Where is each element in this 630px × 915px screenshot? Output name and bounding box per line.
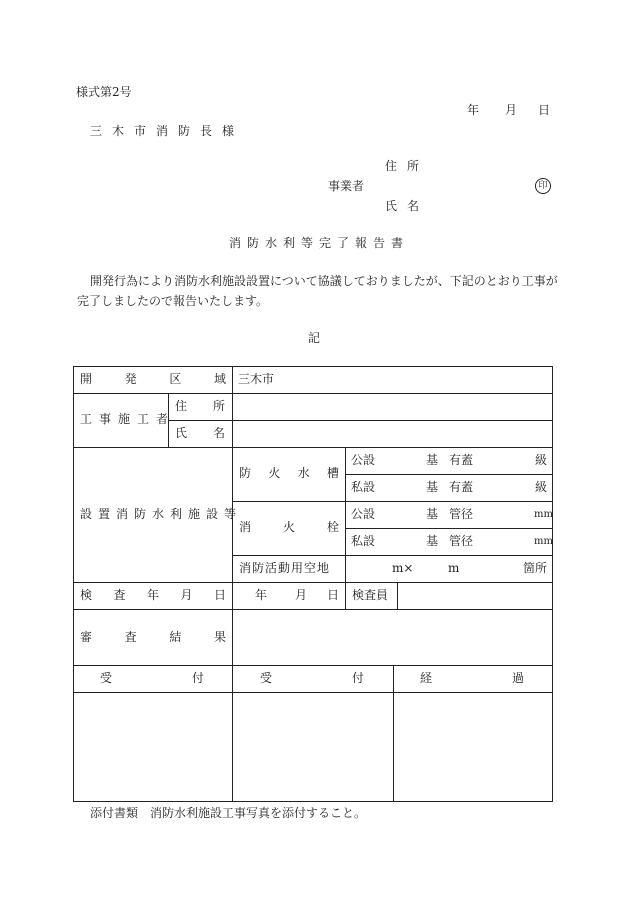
hydrant-public-units: 基: [426, 507, 439, 521]
space-label: 消防活動用空地: [239, 561, 331, 575]
tank-public-cover: 有蓋: [449, 453, 474, 467]
inspection-year: 年: [255, 588, 268, 602]
contractor-label: 工事施工者: [80, 412, 176, 426]
seal-icon: 印: [535, 178, 551, 194]
applicant-name-label: 氏名: [385, 199, 430, 213]
hydrant-public-pipe: 管径: [449, 507, 474, 521]
tank-public: 公設: [351, 453, 376, 467]
tank-public-units: 基: [426, 453, 439, 467]
result-label: 審 査 結 果: [80, 630, 226, 644]
hydrant-private-mm: mm: [534, 536, 553, 547]
body-text-line2: 完了しましたので報告いたします。: [77, 294, 269, 308]
space-m1: m×: [392, 561, 414, 575]
inspection-month: 月: [295, 588, 308, 602]
attachment-note: 添付書類 消防水利施設工事写真を添付すること。: [90, 806, 367, 820]
hydrant-public: 公設: [351, 507, 376, 521]
tank-public-class: 級: [535, 453, 548, 467]
tank-private: 私設: [351, 480, 376, 494]
inspection-date-label: 検 査 年 月 日: [80, 588, 226, 602]
date-day: 日: [538, 103, 551, 117]
document-title: 消防水利等完了報告書: [229, 236, 410, 250]
date-year: 年: [467, 103, 480, 117]
tank-private-class: 級: [535, 480, 548, 494]
inspection-day: 日: [327, 588, 340, 602]
applicant-role-label: 事業者: [328, 179, 365, 193]
facility-label: 設置消防水利施設等: [80, 507, 243, 521]
addressee: 三木市消防長様: [90, 124, 245, 138]
space-count: 箇所: [523, 561, 548, 575]
hydrant-private-units: 基: [426, 534, 439, 548]
tank-private-units: 基: [426, 480, 439, 494]
inspector-label: 検査員: [352, 588, 389, 602]
fire-tank-label: 防 火 水 槽: [239, 466, 339, 480]
tank-private-cover: 有蓋: [449, 480, 474, 494]
report-table: [73, 366, 553, 802]
ki-label: 記: [308, 331, 321, 345]
hydrant-private: 私設: [351, 534, 376, 548]
progress-label: 経 過: [420, 671, 524, 685]
body-text-line1: 開発行為により消防水利施設設置について協議しておりましたが、下記のとおり工事が: [90, 274, 558, 288]
contractor-name-label: 氏 名: [175, 426, 225, 440]
receipt-label-2: 受 付: [260, 671, 364, 685]
hydrant-label: 消 火 栓: [239, 520, 339, 534]
contractor-address-label: 住 所: [175, 399, 225, 413]
hydrant-private-pipe: 管径: [449, 534, 474, 548]
date-month: 月: [505, 103, 518, 117]
area-label: 開 発 区 域: [80, 372, 226, 386]
space-m2: m: [448, 561, 460, 575]
applicant-address-label: 住所: [385, 159, 430, 173]
hydrant-public-mm: mm: [534, 509, 553, 520]
receipt-label-1: 受 付: [100, 671, 204, 685]
area-value: 三木市: [238, 372, 275, 386]
form-number: 様式第2号: [76, 85, 132, 99]
